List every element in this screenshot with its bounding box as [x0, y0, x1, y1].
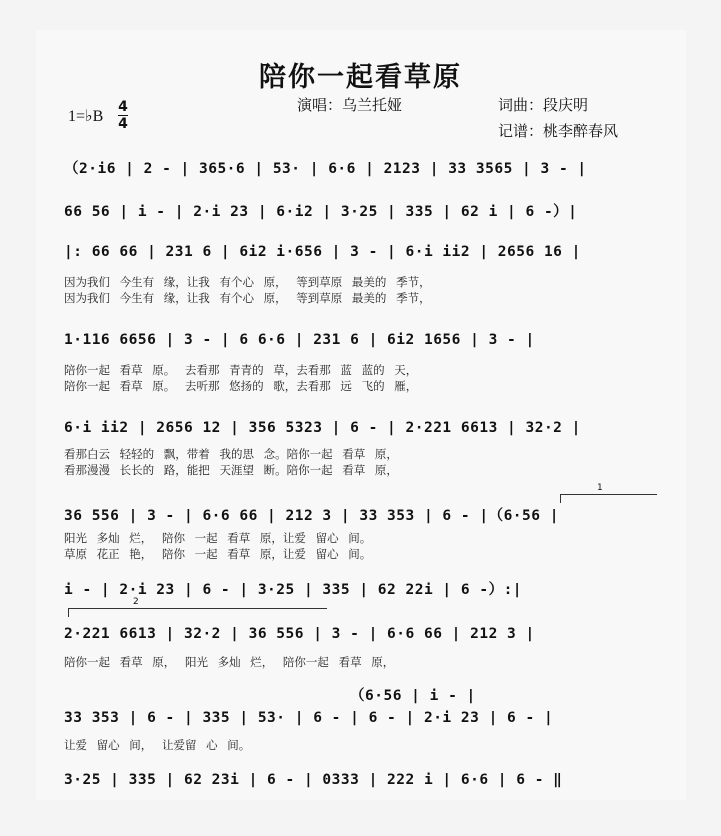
lyrics-line-4a: 陪你一起 看草 原。 去看那 青青的 草，去看那 蓝 蓝的 天， — [64, 363, 418, 377]
first-ending-number: 1 — [597, 483, 603, 493]
score-line-5: 6·i ii2 | 2656 12 | 356 5323 | 6 - | 2·221 6613 | 32·2 | — [64, 420, 581, 436]
score-line-4: 1·116 6656 | 3 - | 6 6·6 | 231 6 | 6i2 1656 | 3 - | — [64, 332, 535, 348]
transcriber-credit: 记谱：桃李醉春风 — [498, 122, 619, 140]
lyrics-line-6b: 草原 花正 艳， 陪你 一起 看草 原，让爱 留心 间。 — [64, 547, 372, 561]
lyrics-line-4b: 陪你一起 看草 原。 去听那 悠扬的 歌，去看那 远 飞的 雁， — [64, 379, 418, 393]
lyrics-line-10: 让爱 留心 间， 让爱留 心 间。 — [64, 738, 251, 752]
score-line-11: 3·25 | 335 | 62 23i | 6 - | 0333 | 222 i | 6·6 | 6 - ‖ — [64, 772, 563, 788]
second-ending-number: 2 — [133, 597, 139, 607]
time-signature — [118, 100, 128, 131]
lyrics-line-5b: 看那漫漫 长长的 路，能把 天涯望 断。陪你一起 看草 原， — [64, 463, 398, 477]
score-line-7: i - | 2·i 23 | 6 - | 3·25 | 335 | 62 22i | 6 -）:| — [64, 582, 523, 598]
lyrics-line-3a: 因为我们 今生有 缘，让我 有个心 原， 等到草原 最美的 季节， — [64, 275, 431, 289]
song-title: 陪你一起看草原 — [259, 62, 462, 93]
lyrics-line-3b: 因为我们 今生有 缘，让我 有个心 原， 等到草原 最美的 季节， — [64, 291, 431, 305]
first-ending-bracket — [560, 483, 657, 503]
lyrics-music-credit: 词曲：段庆明 — [498, 96, 589, 114]
score-line-8: 2·221 6613 | 32·2 | 36 556 | 3 - | 6·6 66 | 212 3 | — [64, 626, 535, 642]
lyrics-line-6a: 阳光 多灿 烂， 陪你 一起 看草 原，让爱 留心 间。 — [64, 531, 372, 545]
key-signature: 1=♭B — [68, 108, 104, 125]
time-signature-top: 4 — [118, 99, 128, 115]
lyrics-line-5a: 看那白云 轻轻的 飘，带着 我的思 念。陪你一起 看草 原， — [64, 447, 398, 461]
score-line-3: |: 66 66 | 231 6 | 6i2 i·656 | 3 - | 6·i ii2 | 2656 16 | — [64, 244, 581, 260]
score-line-2: 66 56 | i - | 2·i 23 | 6·i2 | 3·25 | 335 | 62 i | 6 -）| — [64, 204, 578, 220]
lyrics-line-8: 陪你一起 看草 原， 阳光 多灿 烂， 陪你一起 看草 原， — [64, 655, 395, 669]
singer-credit: 演唱：乌兰托娅 — [297, 96, 403, 114]
score-line-9-alt: （6·56 | i - | — [350, 688, 476, 704]
score-line-10: 33 353 | 6 - | 335 | 53· | 6 - | 6 - | 2·i 23 | 6 - | — [64, 710, 554, 726]
time-signature-bottom: 4 — [118, 116, 128, 132]
score-line-6: 36 556 | 3 - | 6·6 66 | 212 3 | 33 353 | 6 - |（6·56 | — [64, 508, 559, 524]
second-ending-bracket — [68, 597, 327, 617]
score-line-1: （2·i6 | 2 - | 365·6 | 53· | 6·6 | 2123 | 33 3565 | 3 - | — [64, 161, 587, 177]
